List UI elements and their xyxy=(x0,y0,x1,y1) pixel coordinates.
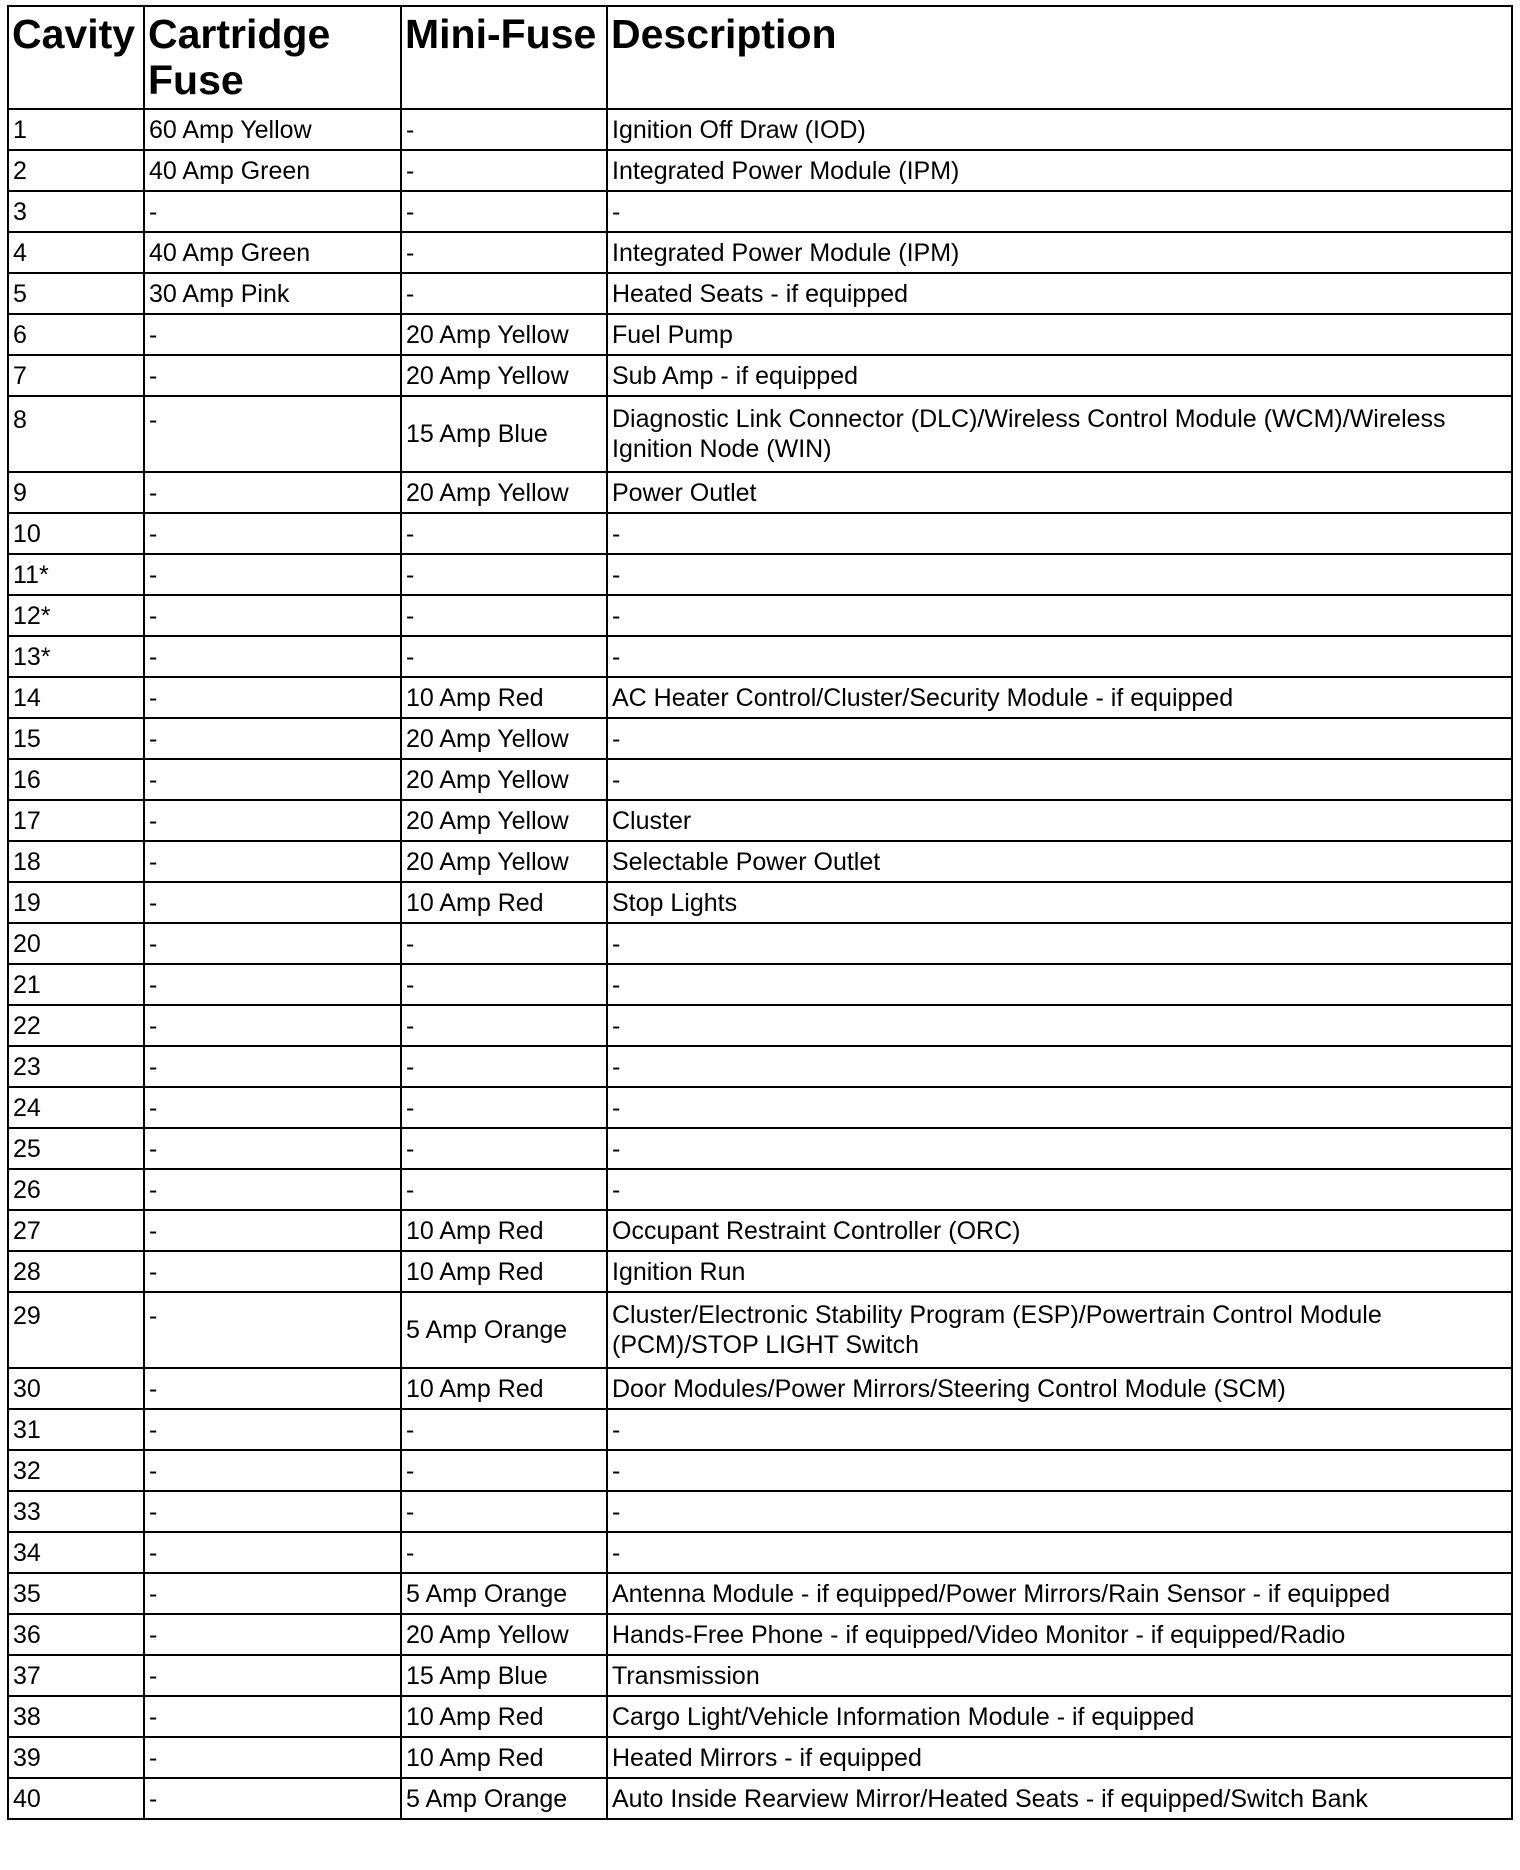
mini-fuse-cell: 20 Amp Yellow xyxy=(401,314,607,355)
description-cell: - xyxy=(607,595,1512,636)
cartridge-fuse-cell: - xyxy=(144,355,401,396)
cavity-cell: 33 xyxy=(8,1491,144,1532)
cartridge-fuse-cell: 30 Amp Pink xyxy=(144,273,401,314)
mini-fuse-cell: - xyxy=(401,109,607,150)
cartridge-fuse-cell: - xyxy=(144,1655,401,1696)
cartridge-fuse-cell: - xyxy=(144,595,401,636)
mini-fuse-cell: 10 Amp Red xyxy=(401,882,607,923)
mini-fuse-cell: 20 Amp Yellow xyxy=(401,800,607,841)
description-cell: Occupant Restraint Controller (ORC) xyxy=(607,1210,1512,1251)
table-row xyxy=(8,191,1512,232)
description-cell: - xyxy=(607,636,1512,677)
mini-fuse-cell: - xyxy=(401,1046,607,1087)
cavity-cell: 27 xyxy=(8,1210,144,1251)
table-row xyxy=(8,759,1512,800)
cavity-cell: 15 xyxy=(8,718,144,759)
table-row xyxy=(8,1532,1512,1573)
cartridge-fuse-cell: - xyxy=(144,1696,401,1737)
cartridge-fuse-cell: - xyxy=(144,1128,401,1169)
mini-fuse-cell: - xyxy=(401,1409,607,1450)
header-cavity: Cavity xyxy=(8,6,144,109)
mini-fuse-cell: - xyxy=(401,595,607,636)
description-cell: Ignition Off Draw (IOD) xyxy=(607,109,1512,150)
mini-fuse-cell: - xyxy=(401,1491,607,1532)
cartridge-fuse-cell: - xyxy=(144,472,401,513)
mini-fuse-cell: - xyxy=(401,1450,607,1491)
mini-fuse-cell: 15 Amp Blue xyxy=(401,1655,607,1696)
mini-fuse-cell: - xyxy=(401,232,607,273)
table-row xyxy=(8,396,1512,472)
mini-fuse-cell: 20 Amp Yellow xyxy=(401,472,607,513)
mini-fuse-cell: 10 Amp Red xyxy=(401,1696,607,1737)
mini-fuse-cell: - xyxy=(401,1532,607,1573)
description-cell: - xyxy=(607,923,1512,964)
mini-fuse-cell: 15 Amp Blue xyxy=(401,396,607,472)
table-row xyxy=(8,1573,1512,1614)
table-row xyxy=(8,636,1512,677)
table-row xyxy=(8,314,1512,355)
cavity-cell: 19 xyxy=(8,882,144,923)
description-cell: - xyxy=(607,759,1512,800)
cavity-cell: 2 xyxy=(8,150,144,191)
cavity-cell: 30 xyxy=(8,1368,144,1409)
description-cell: - xyxy=(607,1169,1512,1210)
cartridge-fuse-cell: - xyxy=(144,759,401,800)
table-row xyxy=(8,1409,1512,1450)
cartridge-fuse-cell: 40 Amp Green xyxy=(144,232,401,273)
table-row xyxy=(8,273,1512,314)
cavity-cell: 8 xyxy=(8,396,144,472)
cavity-cell: 9 xyxy=(8,472,144,513)
description-cell: Cluster xyxy=(607,800,1512,841)
description-cell: Integrated Power Module (IPM) xyxy=(607,150,1512,191)
description-cell: Door Modules/Power Mirrors/Steering Control Module (SCM) xyxy=(607,1368,1512,1409)
table-row xyxy=(8,1251,1512,1292)
cavity-cell: 5 xyxy=(8,273,144,314)
cartridge-fuse-cell: - xyxy=(144,1251,401,1292)
mini-fuse-cell: - xyxy=(401,1087,607,1128)
header-mini-fuse: Mini-Fuse xyxy=(401,6,607,109)
cavity-cell: 38 xyxy=(8,1696,144,1737)
cavity-cell: 10 xyxy=(8,513,144,554)
cartridge-fuse-cell: - xyxy=(144,1087,401,1128)
cartridge-fuse-cell: - xyxy=(144,1368,401,1409)
mini-fuse-cell: - xyxy=(401,150,607,191)
mini-fuse-cell: - xyxy=(401,923,607,964)
cavity-cell: 21 xyxy=(8,964,144,1005)
cartridge-fuse-cell: - xyxy=(144,677,401,718)
table-row xyxy=(8,1210,1512,1251)
table-row xyxy=(8,513,1512,554)
table-row xyxy=(8,677,1512,718)
cavity-cell: 29 xyxy=(8,1292,144,1368)
table-row xyxy=(8,718,1512,759)
cavity-cell: 37 xyxy=(8,1655,144,1696)
cavity-cell: 32 xyxy=(8,1450,144,1491)
cavity-cell: 4 xyxy=(8,232,144,273)
table-row xyxy=(8,1655,1512,1696)
cavity-cell: 40 xyxy=(8,1778,144,1819)
cartridge-fuse-cell: - xyxy=(144,1573,401,1614)
cavity-cell: 24 xyxy=(8,1087,144,1128)
description-cell: Auto Inside Rearview Mirror/Heated Seats - if equipped/Switch Bank xyxy=(607,1778,1512,1819)
cartridge-fuse-cell: - xyxy=(144,1409,401,1450)
description-cell: AC Heater Control/Cluster/Security Module - if equipped xyxy=(607,677,1512,718)
description-cell: Fuel Pump xyxy=(607,314,1512,355)
description-cell: - xyxy=(607,1491,1512,1532)
cavity-cell: 16 xyxy=(8,759,144,800)
description-cell: - xyxy=(607,1409,1512,1450)
table-row xyxy=(8,554,1512,595)
description-cell: - xyxy=(607,1450,1512,1491)
header-cartridge-fuse: Cartridge Fuse xyxy=(144,6,401,109)
table-row xyxy=(8,1169,1512,1210)
cavity-cell: 18 xyxy=(8,841,144,882)
description-cell: Power Outlet xyxy=(607,472,1512,513)
cartridge-fuse-cell: - xyxy=(144,1210,401,1251)
mini-fuse-cell: 10 Amp Red xyxy=(401,1251,607,1292)
cavity-cell: 35 xyxy=(8,1573,144,1614)
description-cell: Sub Amp - if equipped xyxy=(607,355,1512,396)
cavity-cell: 31 xyxy=(8,1409,144,1450)
mini-fuse-cell: 5 Amp Orange xyxy=(401,1778,607,1819)
cavity-cell: 20 xyxy=(8,923,144,964)
table-row xyxy=(8,923,1512,964)
mini-fuse-cell: - xyxy=(401,273,607,314)
mini-fuse-cell: - xyxy=(401,1005,607,1046)
description-cell: - xyxy=(607,554,1512,595)
table-row xyxy=(8,1614,1512,1655)
table-row xyxy=(8,1368,1512,1409)
description-cell: Cargo Light/Vehicle Information Module - if equipped xyxy=(607,1696,1512,1737)
table-row xyxy=(8,1778,1512,1819)
table-row xyxy=(8,1128,1512,1169)
table-row xyxy=(8,841,1512,882)
cartridge-fuse-cell: - xyxy=(144,1046,401,1087)
cavity-cell: 11* xyxy=(8,554,144,595)
cartridge-fuse-cell: - xyxy=(144,1292,401,1368)
cartridge-fuse-cell: - xyxy=(144,1737,401,1778)
description-cell: - xyxy=(607,513,1512,554)
cartridge-fuse-cell: 40 Amp Green xyxy=(144,150,401,191)
description-cell: Ignition Run xyxy=(607,1251,1512,1292)
mini-fuse-cell: 20 Amp Yellow xyxy=(401,718,607,759)
mini-fuse-cell: 20 Amp Yellow xyxy=(401,759,607,800)
mini-fuse-cell: 10 Amp Red xyxy=(401,1368,607,1409)
cartridge-fuse-cell: - xyxy=(144,1169,401,1210)
table-row xyxy=(8,1046,1512,1087)
description-cell: - xyxy=(607,1087,1512,1128)
table-row xyxy=(8,882,1512,923)
cavity-cell: 39 xyxy=(8,1737,144,1778)
cavity-cell: 22 xyxy=(8,1005,144,1046)
table-row xyxy=(8,1737,1512,1778)
cavity-cell: 25 xyxy=(8,1128,144,1169)
cavity-cell: 28 xyxy=(8,1251,144,1292)
cavity-cell: 23 xyxy=(8,1046,144,1087)
mini-fuse-cell: 5 Amp Orange xyxy=(401,1292,607,1368)
table-row xyxy=(8,595,1512,636)
table-row xyxy=(8,800,1512,841)
description-cell: Selectable Power Outlet xyxy=(607,841,1512,882)
mini-fuse-cell: 20 Amp Yellow xyxy=(401,355,607,396)
cavity-cell: 14 xyxy=(8,677,144,718)
cavity-cell: 17 xyxy=(8,800,144,841)
description-cell: - xyxy=(607,191,1512,232)
cartridge-fuse-cell: - xyxy=(144,1614,401,1655)
table-row xyxy=(8,109,1512,150)
mini-fuse-cell: - xyxy=(401,554,607,595)
description-cell: Cluster/Electronic Stability Program (ESP)/Powertrain Control Module (PCM)/STOP LIGHT Switch xyxy=(607,1292,1512,1368)
cavity-cell: 26 xyxy=(8,1169,144,1210)
table-row xyxy=(8,1491,1512,1532)
cartridge-fuse-cell: - xyxy=(144,1005,401,1046)
cartridge-fuse-cell: - xyxy=(144,923,401,964)
cavity-cell: 13* xyxy=(8,636,144,677)
cartridge-fuse-cell: - xyxy=(144,314,401,355)
mini-fuse-cell: 20 Amp Yellow xyxy=(401,1614,607,1655)
header-row xyxy=(8,6,1512,109)
mini-fuse-cell: - xyxy=(401,636,607,677)
cartridge-fuse-cell: - xyxy=(144,554,401,595)
cartridge-fuse-cell: - xyxy=(144,800,401,841)
table-row xyxy=(8,232,1512,273)
description-cell: Diagnostic Link Connector (DLC)/Wireless Control Module (WCM)/Wireless Ignition Node (WIN) xyxy=(607,396,1512,472)
cartridge-fuse-cell: - xyxy=(144,1532,401,1573)
description-cell: - xyxy=(607,1532,1512,1573)
mini-fuse-cell: - xyxy=(401,513,607,554)
table-row xyxy=(8,150,1512,191)
description-cell: Hands-Free Phone - if equipped/Video Monitor - if equipped/Radio xyxy=(607,1614,1512,1655)
cavity-cell: 12* xyxy=(8,595,144,636)
mini-fuse-cell: 10 Amp Red xyxy=(401,1210,607,1251)
mini-fuse-cell: - xyxy=(401,1128,607,1169)
description-cell: - xyxy=(607,1046,1512,1087)
cavity-cell: 36 xyxy=(8,1614,144,1655)
mini-fuse-cell: - xyxy=(401,1169,607,1210)
table-row xyxy=(8,355,1512,396)
table-row xyxy=(8,1087,1512,1128)
cavity-cell: 34 xyxy=(8,1532,144,1573)
cartridge-fuse-cell: - xyxy=(144,1491,401,1532)
cartridge-fuse-cell: - xyxy=(144,1778,401,1819)
description-cell: Heated Seats - if equipped xyxy=(607,273,1512,314)
table-row xyxy=(8,1292,1512,1368)
cartridge-fuse-cell: - xyxy=(144,396,401,472)
header-description: Description xyxy=(607,6,1512,109)
description-cell: - xyxy=(607,964,1512,1005)
mini-fuse-cell: - xyxy=(401,964,607,1005)
description-cell: Stop Lights xyxy=(607,882,1512,923)
cavity-cell: 7 xyxy=(8,355,144,396)
table-row xyxy=(8,1696,1512,1737)
cavity-cell: 3 xyxy=(8,191,144,232)
cartridge-fuse-cell: - xyxy=(144,718,401,759)
mini-fuse-cell: 10 Amp Red xyxy=(401,1737,607,1778)
description-cell: Transmission xyxy=(607,1655,1512,1696)
cartridge-fuse-cell: - xyxy=(144,191,401,232)
mini-fuse-cell: - xyxy=(401,191,607,232)
cartridge-fuse-cell: 60 Amp Yellow xyxy=(144,109,401,150)
cartridge-fuse-cell: - xyxy=(144,513,401,554)
description-cell: - xyxy=(607,718,1512,759)
description-cell: - xyxy=(607,1128,1512,1169)
table-row xyxy=(8,1450,1512,1491)
table-row xyxy=(8,472,1512,513)
mini-fuse-cell: 10 Amp Red xyxy=(401,677,607,718)
fuse-table xyxy=(7,5,1513,1820)
mini-fuse-cell: 5 Amp Orange xyxy=(401,1573,607,1614)
description-cell: - xyxy=(607,1005,1512,1046)
description-cell: Heated Mirrors - if equipped xyxy=(607,1737,1512,1778)
cavity-cell: 1 xyxy=(8,109,144,150)
table-row xyxy=(8,1005,1512,1046)
cartridge-fuse-cell: - xyxy=(144,841,401,882)
table-row xyxy=(8,964,1512,1005)
description-cell: Integrated Power Module (IPM) xyxy=(607,232,1512,273)
cartridge-fuse-cell: - xyxy=(144,882,401,923)
cavity-cell: 6 xyxy=(8,314,144,355)
cartridge-fuse-cell: - xyxy=(144,964,401,1005)
mini-fuse-cell: 20 Amp Yellow xyxy=(401,841,607,882)
cartridge-fuse-cell: - xyxy=(144,636,401,677)
description-cell: Antenna Module - if equipped/Power Mirrors/Rain Sensor - if equipped xyxy=(607,1573,1512,1614)
cartridge-fuse-cell: - xyxy=(144,1450,401,1491)
